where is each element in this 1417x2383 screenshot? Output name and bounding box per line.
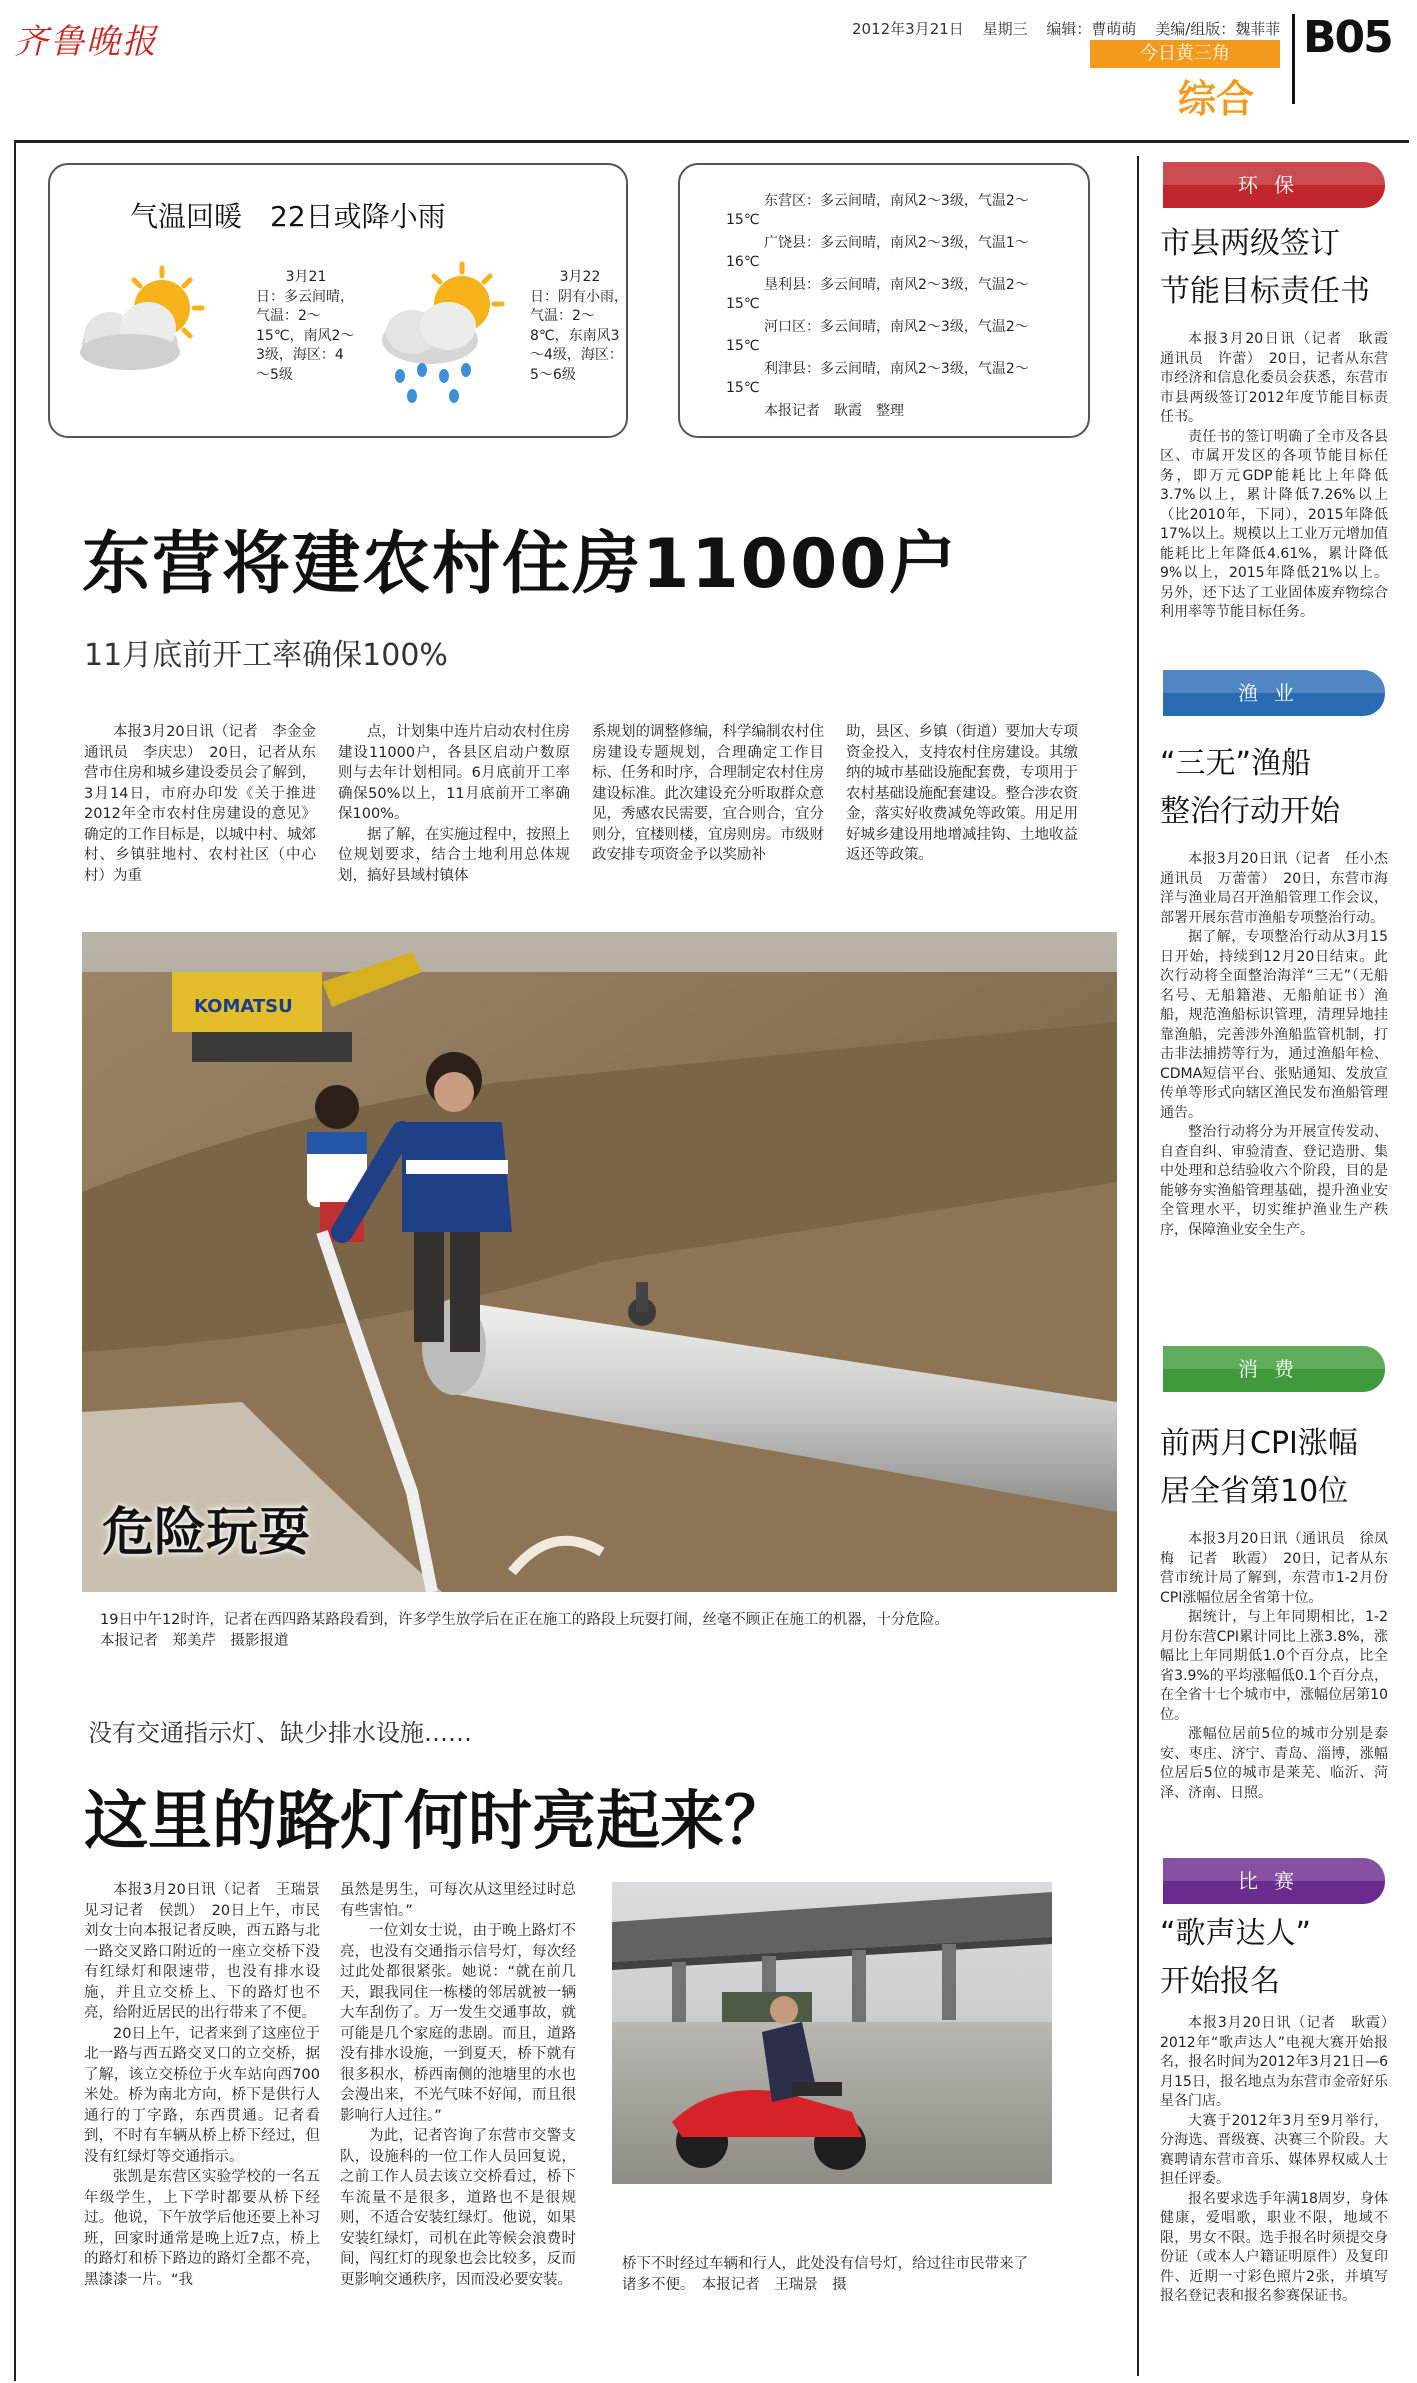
photo-credit: 本报记者 郑美芹 摄影报道	[100, 1633, 289, 1649]
county-line: 垦利县：多云间晴，南风2～3级，气温2～	[764, 277, 1029, 293]
issue-date: 2012年3月21日	[852, 20, 964, 38]
sidebar-headline-line: 居全省第10位	[1160, 1474, 1349, 1509]
sidebar-paragraph: 本报3月20日讯（记者 耿霞 通讯员 许蕾） 20日，记者从东营市经济和信息化委员会获悉，东营市市县两级签订2012年度节能目标责任书。	[1160, 331, 1402, 425]
bridge-scene	[612, 1882, 1052, 2184]
story2-paragraph: 本报3月20日讯（记者 王瑞景 见习记者 侯凯） 20日上午，市民刘女士向本报记者反映，西五路与北一路交叉路口附近的一座立交桥下没有红绿灯和限速带，也没有排水设施，并且立交桥上、下的路灯也不亮，给附近居民的出行带来了不便。	[84, 1882, 335, 2021]
sidebar-article-environment	[1160, 330, 1402, 623]
county-temp: 15℃	[726, 296, 760, 312]
weather-title: 气温回暖 22日或降小雨	[130, 200, 446, 233]
sidebar-tag-fishery: 渔业	[1163, 670, 1385, 716]
sidebar-headline-line: 市县两级签订	[1160, 226, 1340, 261]
county-temp: 16℃	[726, 254, 760, 270]
sidebar-headline	[1160, 1420, 1390, 1516]
issue-meta	[852, 18, 1294, 39]
weather-day2-text: 日：阴有小雨，气温：2～8℃，东南风3～4级，海区：5～6级	[530, 288, 628, 383]
story2-paragraph: 一位刘女士说，由于晚上路灯不亮，也没有交通指示信号灯，每次经过此处都很紧张。她说：“就在前几天，跟我同住一栋楼的邻居就被一辆大车刮伤了。万一发生交通事故，就可能是几个家庭的悲剧。而且，道路没有排水设施，一到夏天，桥下就有很多积水，桥西南侧的池塘里的水也会漫出来，不光气味不好闻，而且很影响行人过往。”	[340, 1923, 576, 2124]
lead-headline: 东营将建农村住房11000户	[82, 525, 959, 604]
rain-icon	[370, 258, 520, 408]
sidebar-paragraph: 涨幅位居前5位的城市分别是泰安、枣庄、济宁、青岛、淄博，涨幅位居后5位的城市是莱芜、临沂、菏泽、济南、日照。	[1160, 1726, 1388, 1801]
story2-column-1	[84, 1880, 335, 2290]
sidebar-tag-environment: 环保	[1163, 162, 1385, 208]
sidebar-headline-line: 整治行动开始	[1160, 794, 1340, 829]
masthead	[0, 0, 1417, 140]
sidebar-paragraph: 报名要求选手年满18周岁，身体健康，爱唱歌，职业不限，地域不限，男女不限。选手报名时须提交身份证（或本人户籍证明原件）及复印件、近期一寸彩色照片2张，并填写报名登记表和报名参赛保证书。	[1160, 2190, 1388, 2304]
story2-paragraph: 虽然是男生，可每次从这里经过时总有些害怕。”	[340, 1882, 576, 1919]
bridge-photo-caption: 桥下不时经过车辆和行人，此处没有信号灯，给过往市民带来了诸多不便。 本报记者 王瑞景 摄	[622, 2256, 1028, 2293]
county-line: 利津县：多云间晴，南风2～3级，气温2～	[764, 361, 1029, 377]
story2-paragraph: 张凯是东营区实验学校的一名五年级学生，上下学时都要从桥下经过。他说，下午放学后他还要上补习班，回家时通常是晚上近7点，桥上的路灯和桥下路边的路灯全都不亮，黑漆漆一片。“我	[84, 2169, 320, 2288]
county-line: 广饶县：多云间晴，南风2～3级，气温1～	[764, 235, 1029, 251]
lead-column-1	[84, 722, 331, 886]
story2-paragraph: 为此，记者咨询了东营市交警支队，设施科的一位工作人员回复说，之前工作人员去该立交桥看过，桥下车流量不是很多，道路也不是很规则，不适合安装红绿灯。他说，如果安装红绿灯，司机在此等候会浪费时间，闯红灯的现象也会比较多，反而更影响交通秩序，因而没必要安装。	[340, 2128, 576, 2288]
sidebar-paragraph: 本报3月20日讯（记者 任小杰 通讯员 万蕾蕾） 20日，东营市海洋与渔业局召开渔船管理工作会议，部署开展东营市渔船专项整治行动。	[1160, 851, 1402, 926]
lead-paragraph: 本报3月20日讯（记者 李金金 通讯员 李庆忠） 20日，记者从东营市住房和城乡建设委员会了解到，3月14日，市府办印发《关于推进2012年全市农村住房建设的意见》确定的工作目标是，以城中村、城郊村、乡镇驻地村、农村社区（中心村）为重	[84, 724, 331, 884]
lead-paragraph: 助，县区、乡镇（街道）要加大专项资金投入，支持农村住房建设。其缴纳的城市基础设施配套费，专项用于农村基础设施配套建设。整合涉农资金，落实好收费减免等政策。用足用好城乡建设用地增减挂钩、土地收益返还等政策。	[846, 724, 1078, 863]
section-name: 综合	[1178, 77, 1255, 121]
excavator-brand: KOMATSU	[194, 996, 293, 1017]
sidebar-headline-line: “歌声达人”	[1160, 1916, 1312, 1951]
county-temp: 15℃	[726, 380, 760, 396]
lead-column-2	[338, 722, 570, 886]
issue-editor: 编辑：曹萌萌	[1046, 20, 1137, 38]
story2-headline: 这里的路灯何时亮起来？	[84, 1785, 788, 1859]
lead-paragraph: 据了解，在实施过程中，按照上位规划要求，结合土地利用总体规划，搞好县域村镇体	[338, 826, 570, 884]
lead-paragraph: 系规划的调整修编，科学编制农村住房建设专题规划，合理确定工作目标、任务和时序，合理制定农村住房建设标准。此次建设充分听取群众意见，秀感农民需要，宜合则合，宜分则分，宜楼则楼，宜房则房。市级财政安排专项资金予以奖励补	[592, 724, 824, 863]
story2-paragraph: 20日上午，记者来到了这座位于北一路与西五路交叉口的立交桥，据了解，该立交桥位于火车站向西700米处。桥为南北方向，桥下是供行人通行的丁字路，东西贯通。记者看到，不时有车辆从桥上桥下经过，但没有红绿灯等交通指示。	[84, 2025, 320, 2165]
sidebar-tag-consumption: 消费	[1163, 1346, 1385, 1392]
county-line: 东营区：多云间晴，南风2～3级，气温2～	[764, 193, 1029, 209]
photo-caption-text: 19日中午12时许，记者在西四路某路段看到，许多学生放学后在正在施工的路段上玩耍打闹，丝毫不顾正在施工的机器，十分危险。	[100, 1612, 949, 1628]
county-temp: 15℃	[726, 212, 760, 228]
weather-day1-date: 3月21	[285, 269, 327, 285]
sidebar-headline	[1160, 1910, 1390, 2006]
weather-day2	[530, 268, 630, 385]
sidebar-headline-line: 开始报名	[1160, 1964, 1280, 1999]
weather-day1	[256, 268, 356, 385]
partly-cloudy-icon	[70, 262, 220, 382]
page-number: B05	[1303, 12, 1392, 63]
photo-caption	[100, 1610, 1110, 1652]
issue-weekday: 星期三	[982, 20, 1028, 38]
sidebar-paragraph: 据了解，专项整治行动从3月15日开始，持续到12月20日结束。此次行动将全面整治海洋“三无”（无船名号、无船籍港、无船舶证书）渔船，规范渔船标识管理，清理异地挂靠渔船，完善涉外渔船监管机制，打击非法捕捞等行为，通过渔船年检、CDMA短信平台、张贴通知、发放宣传单等形式向辖区渔民发布渔船管理通告。	[1160, 929, 1388, 1121]
sidebar-paragraph: 大赛于2012年3月至9月举行，分海选、晋级赛、决赛三个阶段。大赛聘请东营市音乐、媒体界权威人士担任评委。	[1160, 2112, 1388, 2187]
story2-kicker: 没有交通指示灯、缺少排水设施……	[88, 1719, 472, 1747]
sidebar-headline-line: 前两月CPI涨幅	[1160, 1426, 1358, 1461]
sidebar-paragraph: 本报3月20日讯（记者 耿霞） 2012年“歌声达人”电视大赛开始报名，报名时间为2012年3月21日—6月15日，报名地点为东营市金帝好乐星各门店。	[1160, 2015, 1402, 2109]
sidebar-article-competition	[1160, 2014, 1402, 2307]
edition-bar: 今日黄三角	[1090, 40, 1280, 68]
county-line: 河口区：多云间晴，南风2～3级，气温2～	[764, 319, 1029, 335]
lead-column-4	[846, 722, 1078, 866]
issue-designer: 美编/组版：魏菲菲	[1155, 20, 1281, 38]
sidebar-divider	[1137, 156, 1139, 2376]
sidebar-headline-line: 节能目标责任书	[1160, 274, 1370, 309]
lead-column-3	[592, 722, 824, 866]
sidebar-article-fishery	[1160, 850, 1402, 1240]
sidebar-tag-competition: 比赛	[1163, 1858, 1385, 1904]
weather-day2-date: 3月22	[559, 269, 601, 285]
page-number-divider	[1292, 14, 1295, 104]
story2-column-2	[340, 1880, 576, 2290]
frame-left-rule	[14, 143, 16, 2381]
photo-overlay-title: 危险玩耍	[102, 1503, 311, 1563]
sidebar-paragraph: 据统计，与上年同期相比，1-2月份东营CPI累计同比上涨3.8%，涨幅比上年同期低1.0个百分点，比全省3.9%的平均涨幅低0.1个百分点，在全省十七个城市中，涨幅位居第10位。	[1160, 1609, 1388, 1723]
sidebar-paragraph: 本报3月20日讯（通讯员 徐凤梅 记者 耿霞） 20日，记者从东营市统计局了解到，东营市1-2月份CPI涨幅位居全省第十位。	[1160, 1531, 1388, 1606]
top-rule	[14, 140, 1409, 143]
county-temp: 15℃	[726, 338, 760, 354]
sidebar-article-consumption	[1160, 1530, 1388, 1803]
sidebar-headline	[1160, 740, 1390, 836]
sidebar-paragraph: 整治行动将分为开展宣传发动、自查自纠、审验清查、登记造册、集中处理和总结验收六个阶段，目的是能够夯实渔船管理基础，提升渔业安全管理水平，切实维护渔业生产秩序，保障渔业安全生产。	[1160, 1124, 1388, 1238]
newspaper-logo: 齐鲁晚报	[14, 22, 158, 62]
lead-paragraph: 点，计划集中连片启动农村住房建设11000户，各县区启动户数原则与去年计划相同。6月底前开工率确保50%以上，11月底前开工率确保100%。	[338, 724, 570, 822]
lead-subhead: 11月底前开工率确保100%	[84, 638, 448, 673]
sidebar-headline	[1160, 220, 1390, 316]
sidebar-paragraph: 责任书的签订明确了全市及各县区、市属开发区的各项节能目标任务，即万元GDP能耗比上年降低3.7%以上，累计降低7.26%以上（比2010年，下同），2015年降低17%以上。规模以上工业万元增加值能耗比上年降低4.61%，累计降低9%以上，2015年降低21%以上。另外，还下达了工业固体废弃物综合利用率等节能目标任务。	[1160, 428, 1388, 620]
sidebar-headline-line: “三无”渔船	[1160, 746, 1312, 781]
bridge-photo	[612, 1882, 1052, 2184]
weather-day1-text: 日：多云间晴，气温：2～15℃，南风2～3级，海区：4～5级	[256, 288, 355, 383]
weather-credit: 本报记者 耿霞 整理	[764, 403, 904, 419]
